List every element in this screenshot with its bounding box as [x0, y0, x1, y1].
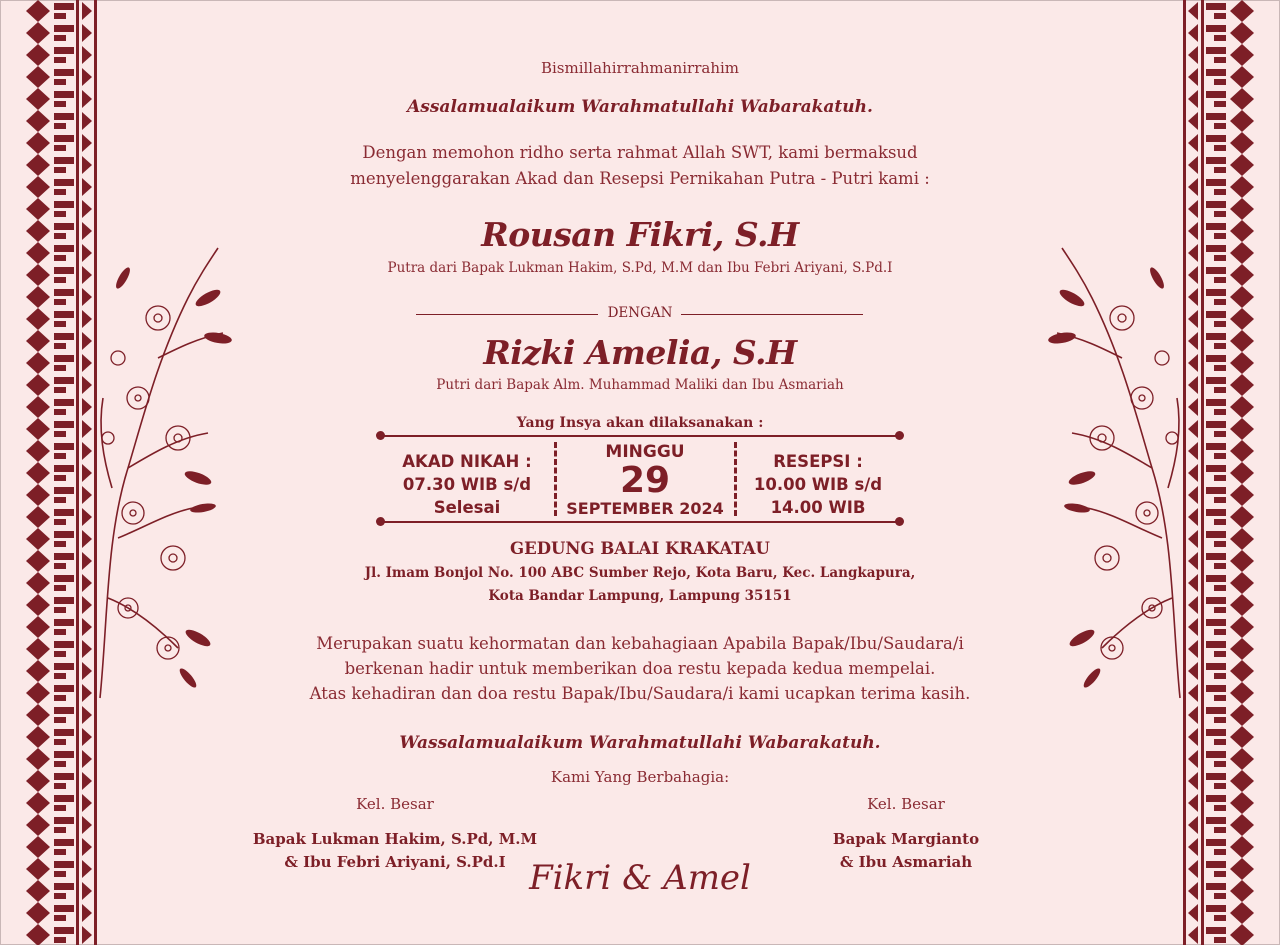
family-right-label: Kel. Besar [867, 795, 945, 813]
rule-dot [376, 431, 385, 440]
schedule-divider-right [734, 442, 737, 516]
separator-label: DENGAN [607, 305, 673, 321]
closing-line-2: berkenan hadir untuk memberikan doa restu kepada kedua mempelai. [344, 659, 936, 678]
intro-line-2: menyelenggarakan Akad dan Resepsi Pernikahan Putra - Putri kami : [350, 169, 930, 188]
rule-dot [895, 517, 904, 526]
closing-line-1: Merupakan suatu kehormatan dan kebahagiaan Apabila Bapak/Ibu/Saudara/i [316, 634, 964, 653]
family-left-line-2: & Ibu Febri Ariyani, S.Pd.I [284, 853, 506, 871]
greeting-salam: Assalamualaikum Warahmatullahi Wabarakatuh. [407, 97, 873, 117]
bride-parents: Putri dari Bapak Alm. Muhammad Maliki dan Ibu Asmariah [436, 377, 844, 393]
schedule-intro: Yang Insya akan dilaksanakan : [516, 415, 764, 431]
resepsi-title: RESEPSI : [773, 452, 863, 471]
resepsi-block [740, 450, 896, 519]
separator-line-right [681, 314, 863, 315]
venue-name: GEDUNG BALAI KRAKATAU [510, 539, 770, 558]
venue-address-line-1: Jl. Imam Bonjol No. 100 ABC Sumber Rejo, Kota Baru, Kec. Langkapura, [364, 565, 916, 581]
groom-name: Rousan Fikri, S.H [481, 215, 799, 254]
groom-parents: Putra dari Bapak Lukman Hakim, S.Pd, M.M dan Ibu Febri Ariyani, S.Pd.I [387, 260, 893, 276]
bride-name: Rizki Amelia, S.H [483, 333, 797, 372]
date-number: 29 [619, 460, 671, 501]
schedule-top-rule [380, 435, 900, 437]
akad-block [380, 450, 554, 519]
couple-signature: Fikri & Amel [529, 858, 751, 898]
intro-line-1: Dengan memohon ridho serta rahmat Allah SWT, kami bermaksud [362, 143, 918, 162]
family-left-label: Kel. Besar [356, 795, 434, 813]
akad-title: AKAD NIKAH : [402, 452, 532, 471]
opening-bismillah: Bismillahirrahmanirrahim [540, 59, 740, 77]
resepsi-end: 14.00 WIB [770, 498, 866, 517]
farewell-salam: Wassalamualaikum Warahmatullahi Wabarakatuh. [399, 733, 881, 753]
hosts-intro: Kami Yang Berbahagia: [550, 768, 730, 786]
schedule-bottom-rule [380, 521, 900, 523]
family-right-line-1: Bapak Margianto [832, 830, 980, 848]
akad-time: 07.30 WIB s/d [402, 475, 532, 494]
date-block [560, 442, 730, 518]
family-right-line-2: & Ibu Asmariah [839, 853, 973, 871]
closing-line-3: Atas kehadiran dan doa restu Bapak/Ibu/Saudara/i kami ucapkan terima kasih. [309, 684, 971, 703]
family-left-line-1: Bapak Lukman Hakim, S.Pd, M.M [252, 830, 538, 848]
date-month-year: SEPTEMBER 2024 [566, 499, 724, 518]
resepsi-time: 10.00 WIB s/d [753, 475, 883, 494]
schedule-divider-left [554, 442, 557, 516]
akad-end: Selesai [433, 498, 501, 517]
venue-address-line-2: Kota Bandar Lampung, Lampung 35151 [488, 588, 792, 604]
rule-dot [895, 431, 904, 440]
date-day: MINGGU [605, 442, 685, 462]
